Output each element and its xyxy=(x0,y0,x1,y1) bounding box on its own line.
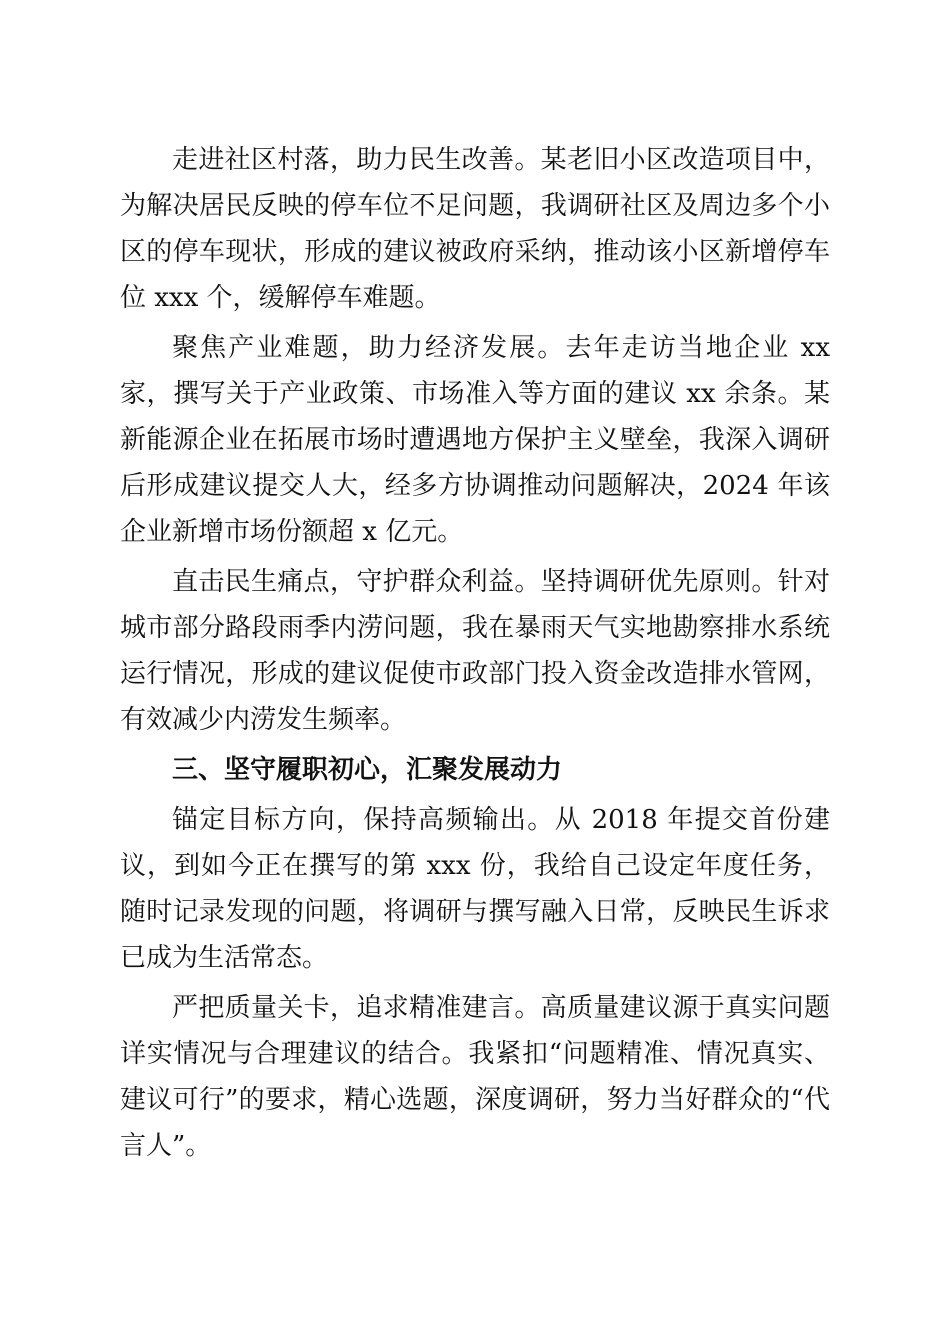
document-body xyxy=(120,137,830,1173)
paragraph-high-frequency-output: 锚定目标方向，保持高频输出。从 2018 年提交首份建议，到如今正在撰写的第 xxx 份，我给自己设定年度任务，随时记录发现的问题，将调研与撰写融入日常，反映民生诉求已成为生活常态。 xyxy=(120,805,830,973)
paragraph-industry-development: 聚焦产业难题，助力经济发展。去年走访当地企业 xx 家，撰写关于产业政策、市场准入等方面的建议 xx 余条。某新能源企业在拓展市场时遭遇地方保护主义壁垒，我深入调研后形成建议提交人大，经多方协调推动问题解决，2024 年该企业新增市场份额超 x 亿元。 xyxy=(120,333,830,547)
paragraph-public-interest: 直击民生痛点，守护群众利益。坚持调研优先原则。针对城市部分路段雨季内涝问题，我在暴雨天气实地勘察排水系统运行情况，形成的建议促使市政部门投入资金改造排水管网，有效减少内涝发生频率。 xyxy=(120,567,830,735)
paragraph-community-improvement: 走进社区村落，助力民生改善。某老旧小区改造项目中，为解决居民反映的停车位不足问题，我调研社区及周边多个小区的停车现状，形成的建议被政府采纳，推动该小区新增停车位 xxx 个，缓解停车难题。 xyxy=(120,145,830,313)
section-heading-three: 三、坚守履职初心，汇聚发展动力 xyxy=(172,755,563,785)
paragraph-quality-suggestions: 严把质量关卡，追求精准建言。高质量建议源于真实问题详实情况与合理建议的结合。我紧扣“问题精准、情况真实、建议可行”的要求，精心选题，深度调研，努力当好群众的“代言人”。 xyxy=(120,993,830,1161)
